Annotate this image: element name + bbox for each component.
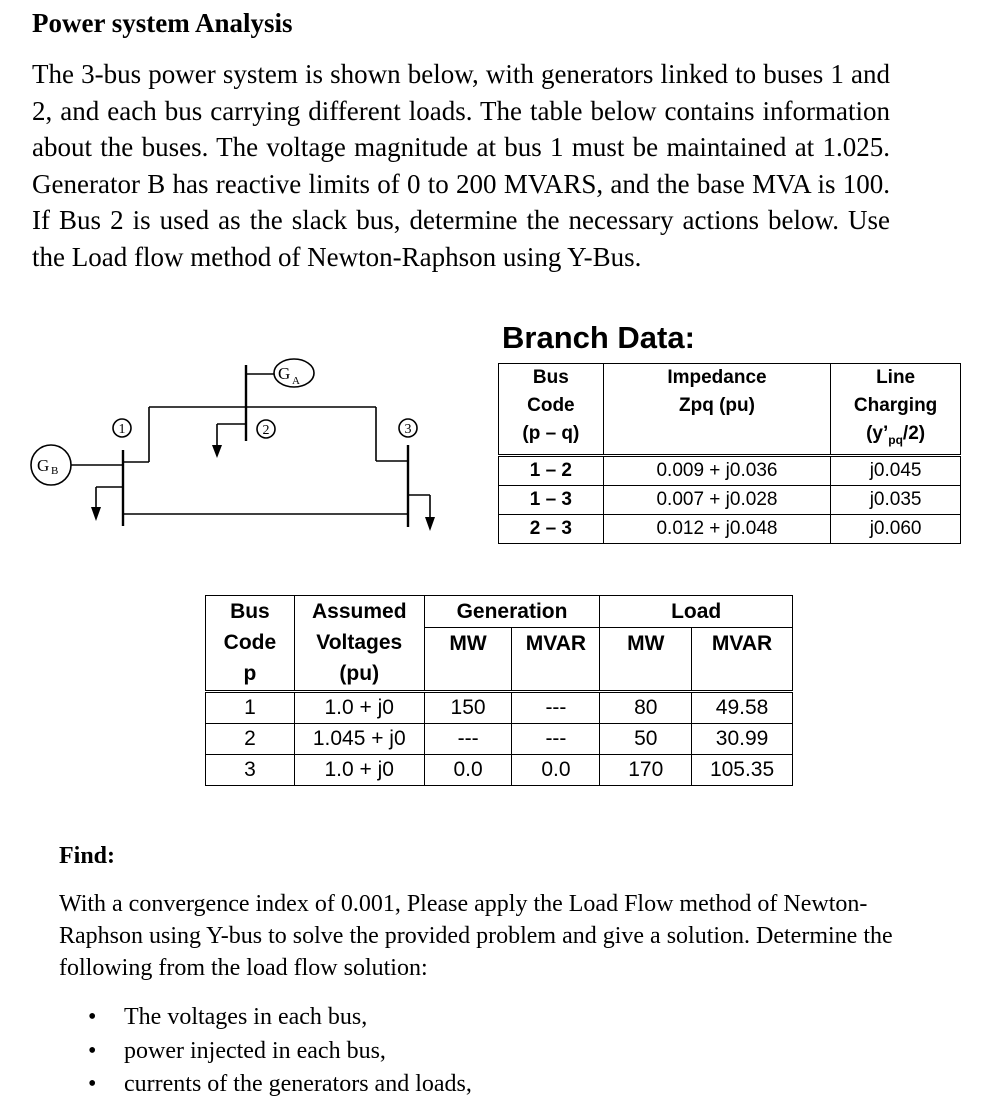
- problem-statement: The 3-bus power system is shown below, with generators linked to buses 1 and 2, and each bus carrying different loads. The table below contains information about the buses. The voltage magnitude at bus 1 must be maintained at 1.025. Generator B has reactive limits of 0 to 200 MVARS, and the base MVA is 100. If Bus 2 is used as the slack bus, determine the necessary actions below. Use the Load flow method of Newton-Raphson using Y-Bus.: [32, 59, 890, 272]
- branch-data-title: Branch Data:: [502, 320, 695, 355]
- one-line-diagram: [28, 345, 448, 545]
- gen-b-label: G: [37, 456, 50, 475]
- branch-data-table: [498, 363, 961, 544]
- page-title: Power system Analysis: [32, 8, 293, 38]
- table-row: 2 – 3 0.012 + j0.048 j0.060: [499, 514, 961, 543]
- find-heading: Find:: [59, 843, 116, 869]
- gen-a-label: G: [278, 364, 291, 383]
- assumed-voltages-header: Assumed Voltages (pu): [294, 596, 424, 692]
- gen-b-subscript: B: [51, 465, 59, 477]
- find-instructions: With a convergence index of 0.001, Please apply the Load Flow method of Newton-Raphson using Y-bus to solve the provided problem and give a solution. Determine the following from the load flow solution:: [59, 891, 893, 981]
- branch-header-row: [499, 364, 961, 456]
- table-row: 3 1.0 + j0 0.0 0.0 170 105.35: [206, 755, 793, 786]
- generation-header: Generation: [424, 596, 600, 628]
- bus-3-number: 3: [404, 422, 412, 437]
- load-arrow-bus-3: [425, 517, 435, 531]
- load-mw-header: MW: [600, 628, 692, 692]
- gen-mvar-header: MVAR: [512, 628, 600, 692]
- table-row: 1 – 3 0.007 + j0.028 j0.035: [499, 485, 961, 514]
- load-mvar-header: MVAR: [692, 628, 793, 692]
- table-row: 1 1.0 + j0 150 --- 80 49.58: [206, 692, 793, 724]
- gen-a-subscript: A: [292, 375, 300, 387]
- gen-mw-header: MW: [424, 628, 512, 692]
- list-item: • The voltages in each bus,: [88, 1001, 472, 1035]
- bus-1-number: 1: [118, 422, 126, 437]
- bullet-icon: •: [88, 1004, 97, 1030]
- load-arrow-bus-2: [212, 445, 222, 458]
- list-item: • power injected in each bus,: [88, 1035, 472, 1069]
- bullet-icon: •: [88, 1037, 97, 1064]
- bus-code-header: Bus Code p: [206, 596, 295, 692]
- line-charging-header: Line Charging $(y’_{pq}/2)$: [831, 364, 961, 456]
- load-arrow-bus-1: [91, 507, 101, 521]
- bullet-icon: •: [88, 1071, 97, 1097]
- list-item: • currents of the generators and loads,: [88, 1068, 472, 1102]
- bus-data-table: [205, 595, 793, 786]
- table-row: 2 1.045 + j0 --- --- 50 30.99: [206, 724, 793, 755]
- load-header: Load: [600, 596, 793, 628]
- impedance-header: Impedance Zpq (pu): [603, 364, 830, 456]
- table-row: 1 – 2 0.009 + j0.036 j0.045: [499, 455, 961, 485]
- bus-2-number: 2: [262, 423, 270, 438]
- bus-code-header: Bus Code (p – q): [499, 364, 604, 456]
- find-items-list: [88, 1001, 472, 1102]
- bus-header-row: [206, 596, 793, 628]
